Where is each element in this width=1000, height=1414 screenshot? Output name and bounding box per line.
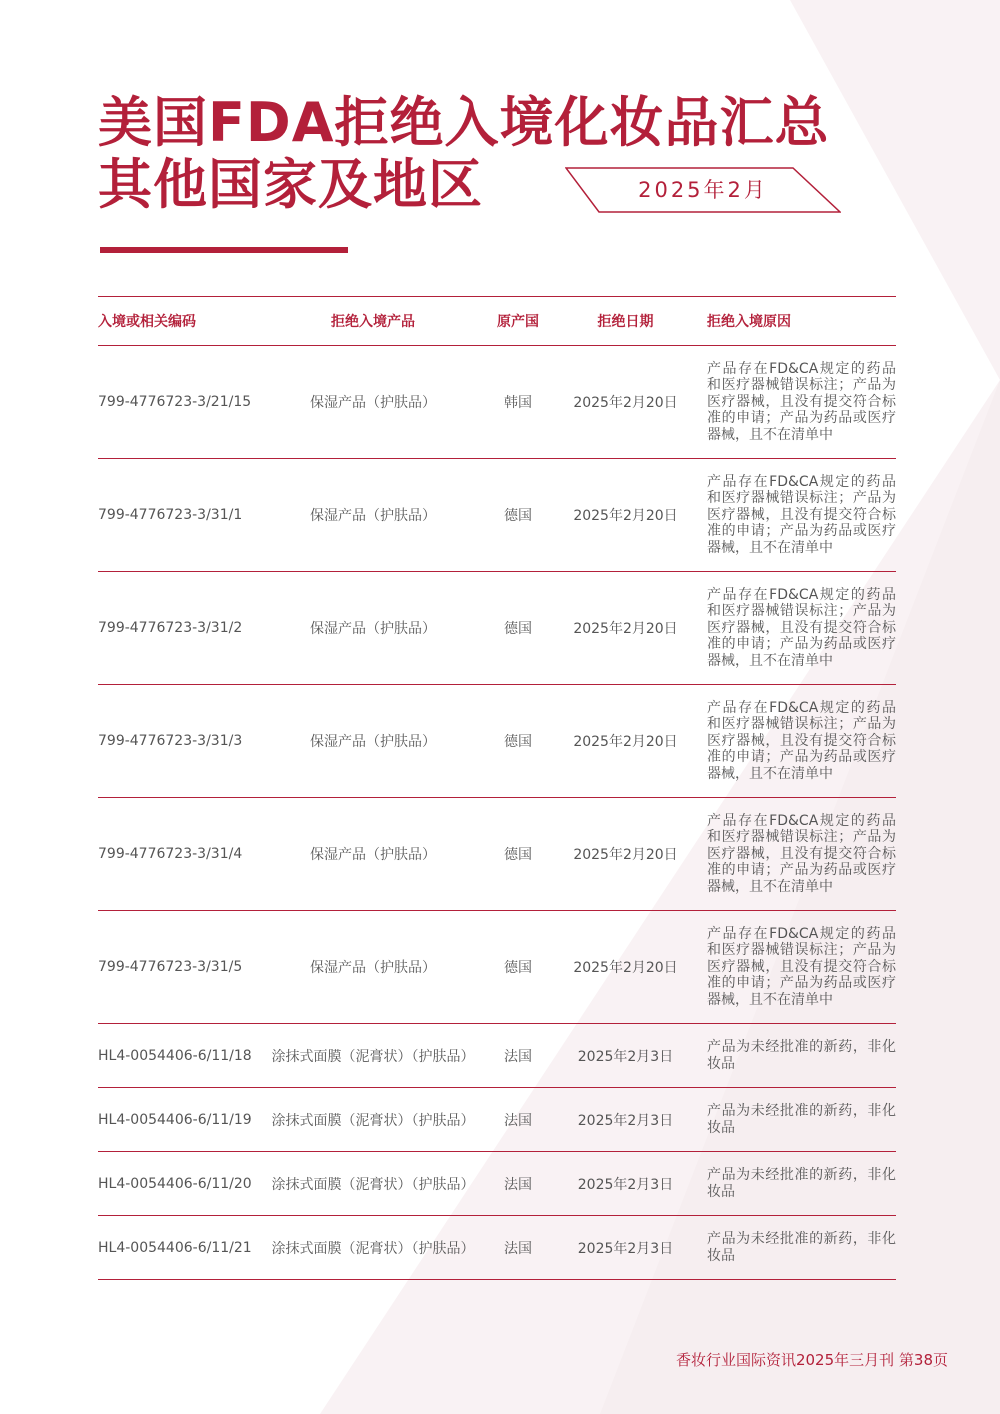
cell-product: 保湿产品（护肤品） [258,911,488,1024]
cell-country: 德国 [488,459,548,572]
header-date: 拒绝日期 [548,297,703,346]
cell-country: 法国 [488,1216,548,1280]
cell-product: 保湿产品（护肤品） [258,572,488,685]
table-row [98,572,896,685]
page-footer: 香妆行业国际资讯2025年三月刊 第38页 [675,1351,948,1369]
cell-date: 2025年2月20日 [548,572,703,685]
cell-date: 2025年2月3日 [548,1216,703,1280]
header-country: 原产国 [488,297,548,346]
title-line-2: 其他国家及地区 [98,153,483,216]
cell-date: 2025年2月20日 [548,685,703,798]
table-row [98,459,896,572]
cell-code: HL4-0054406-6/11/20 [98,1152,258,1216]
date-badge-text: 2025年2月 [638,178,768,202]
cell-reason: 产品为未经批准的新药，非化妆品 [703,1024,896,1088]
cell-code: HL4-0054406-6/11/18 [98,1024,258,1088]
table-row [98,1152,896,1216]
cell-product: 涂抹式面膜（泥膏状）（护肤品） [258,1216,488,1280]
cell-code: 799-4776723-3/31/1 [98,459,258,572]
title-underline [100,247,348,253]
cell-country: 德国 [488,798,548,911]
cell-reason: 产品为未经批准的新药，非化妆品 [703,1216,896,1280]
table-row [98,1024,896,1088]
title-line-1: 美国FDA拒绝入境化妆品汇总 [98,91,830,154]
header-reason: 拒绝入境原因 [703,297,896,346]
cell-country: 德国 [488,685,548,798]
cell-product: 涂抹式面膜（泥膏状）（护肤品） [258,1024,488,1088]
cell-reason: 产品存在FD&CA规定的药品和医疗器械错误标注；产品为医疗器械，且没有提交符合标准的申请；产品为药品或医疗器械，且不在清单中 [703,685,896,798]
table-row [98,1216,896,1280]
cell-date: 2025年2月20日 [548,459,703,572]
cell-reason: 产品为未经批准的新药，非化妆品 [703,1088,896,1152]
cell-reason: 产品存在FD&CA规定的药品和医疗器械错误标注；产品为医疗器械，且没有提交符合标准的申请；产品为药品或医疗器械，且不在清单中 [703,798,896,911]
cell-product: 保湿产品（护肤品） [258,798,488,911]
cell-date: 2025年2月20日 [548,798,703,911]
table-row [98,346,896,459]
cell-reason: 产品存在FD&CA规定的药品和医疗器械错误标注；产品为医疗器械，且没有提交符合标准的申请；产品为药品或医疗器械，且不在清单中 [703,346,896,459]
cell-date: 2025年2月3日 [548,1024,703,1088]
cell-date: 2025年2月20日 [548,346,703,459]
table-header-row [98,297,896,346]
cell-country: 法国 [488,1152,548,1216]
cell-code: 799-4776723-3/31/3 [98,685,258,798]
cell-product: 保湿产品（护肤品） [258,685,488,798]
table-row [98,1088,896,1152]
cell-code: 799-4776723-3/21/15 [98,346,258,459]
cell-date: 2025年2月20日 [548,911,703,1024]
cell-product: 保湿产品（护肤品） [258,459,488,572]
rejection-table [98,296,896,1280]
cell-country: 法国 [488,1088,548,1152]
cell-reason: 产品存在FD&CA规定的药品和医疗器械错误标注；产品为医疗器械，且没有提交符合标准的申请；产品为药品或医疗器械，且不在清单中 [703,459,896,572]
cell-code: 799-4776723-3/31/5 [98,911,258,1024]
cell-country: 德国 [488,911,548,1024]
cell-reason: 产品存在FD&CA规定的药品和医疗器械错误标注；产品为医疗器械，且没有提交符合标准的申请；产品为药品或医疗器械，且不在清单中 [703,911,896,1024]
cell-product: 涂抹式面膜（泥膏状）（护肤品） [258,1088,488,1152]
table-row [98,685,896,798]
cell-reason: 产品为未经批准的新药，非化妆品 [703,1152,896,1216]
cell-country: 法国 [488,1024,548,1088]
cell-code: 799-4776723-3/31/2 [98,572,258,685]
cell-country: 韩国 [488,346,548,459]
cell-date: 2025年2月3日 [548,1152,703,1216]
date-badge [565,167,841,213]
cell-product: 涂抹式面膜（泥膏状）（护肤品） [258,1152,488,1216]
cell-code: 799-4776723-3/31/4 [98,798,258,911]
cell-code: HL4-0054406-6/11/19 [98,1088,258,1152]
table-row [98,798,896,911]
cell-reason: 产品存在FD&CA规定的药品和医疗器械错误标注；产品为医疗器械，且没有提交符合标准的申请；产品为药品或医疗器械，且不在清单中 [703,572,896,685]
table-row [98,911,896,1024]
cell-product: 保湿产品（护肤品） [258,346,488,459]
header-product: 拒绝入境产品 [258,297,488,346]
header-code: 入境或相关编码 [98,297,258,346]
cell-code: HL4-0054406-6/11/21 [98,1216,258,1280]
cell-country: 德国 [488,572,548,685]
cell-date: 2025年2月3日 [548,1088,703,1152]
